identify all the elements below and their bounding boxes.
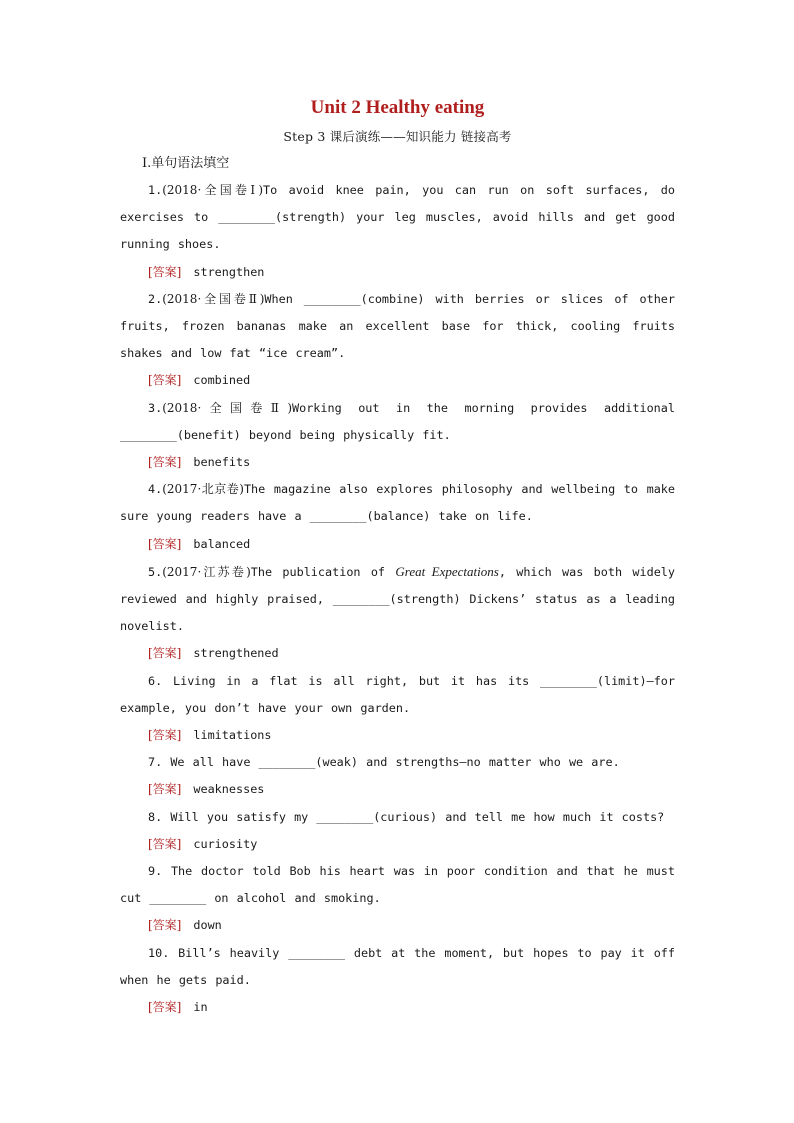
question-source: (2018·全国卷Ⅱ) xyxy=(162,291,265,306)
question-text: When ________(combine) with berries or slices of other fruits, frozen bananas make an excellent base for thick, cooling fruits shakes and low fat “ice cream”. xyxy=(120,291,675,361)
answer-text: limitations xyxy=(193,728,272,743)
answer-text: balanced xyxy=(193,536,251,551)
document-page xyxy=(120,92,675,1021)
answer-tag: [答案] xyxy=(148,536,182,551)
answer xyxy=(120,259,675,286)
question-text: Working out in the morning provides additional ________(benefit) beyond being physically fit. xyxy=(120,400,675,442)
page-title: Unit 2 Healthy eating xyxy=(310,97,485,118)
question xyxy=(120,286,675,368)
question-number: 7. xyxy=(148,755,163,770)
answer xyxy=(120,640,675,667)
question-number: 10. xyxy=(148,945,170,960)
answer-tag: [答案] xyxy=(148,646,182,661)
question-text: Will you satisfy my ________(curious) and tell me how much it costs? xyxy=(170,809,665,824)
question-number: 3. xyxy=(148,400,163,415)
answer-tag: [答案] xyxy=(148,836,182,851)
question xyxy=(120,476,675,530)
answer-tag: [答案] xyxy=(148,1000,182,1015)
answer xyxy=(120,831,675,858)
question-number: 9. xyxy=(148,864,163,879)
question-source: (2017·江苏卷) xyxy=(162,564,251,579)
answer xyxy=(120,994,675,1021)
answer xyxy=(120,722,675,749)
question-text-before: The publication of xyxy=(250,564,396,579)
question-source: (2018·全国卷Ⅱ) xyxy=(162,400,292,415)
question xyxy=(120,804,675,831)
answer xyxy=(120,912,675,939)
question-text: Living in a flat is all right, but it has its ________(limit)—for example, you don’t have your own garden. xyxy=(120,673,675,715)
answer xyxy=(120,367,675,394)
question xyxy=(120,749,675,776)
answer-tag: [答案] xyxy=(148,373,182,388)
question xyxy=(120,858,675,912)
answer-text: combined xyxy=(193,373,251,388)
answer-tag: [答案] xyxy=(148,782,182,797)
question xyxy=(120,940,675,994)
answer-tag: [答案] xyxy=(148,728,182,743)
question xyxy=(120,668,675,722)
question-text: To avoid knee pain, you can run on soft surfaces, do exercises to ________(strength) your leg muscles, avoid hills and get good running shoes. xyxy=(120,183,675,252)
answer-tag: [答案] xyxy=(148,455,182,470)
question-number: 5. xyxy=(148,564,163,579)
question-number: 1. xyxy=(148,183,163,197)
answer-text: down xyxy=(193,918,222,933)
answer xyxy=(120,449,675,476)
question xyxy=(120,558,675,641)
answer-text: weaknesses xyxy=(193,782,265,797)
answer-tag: [答案] xyxy=(148,264,182,279)
book-title: Great Expectations xyxy=(395,563,499,579)
answer-tag: [答案] xyxy=(148,918,182,933)
question-text-after: , which was both widely reviewed and highly praised, ________(strength) Dickens’ status as a leading novelist. xyxy=(120,564,675,634)
page-subtitle: Step 3 课后演练——知识能力 链接高考 xyxy=(283,129,512,144)
answer-text: curiosity xyxy=(193,836,258,851)
question xyxy=(120,177,675,259)
question-number: 6. xyxy=(148,673,163,688)
question-source: (2017·北京卷) xyxy=(162,482,244,497)
question-number: 2. xyxy=(148,291,163,306)
question-text: We all have ________(weak) and strengths—no matter who we are. xyxy=(170,755,620,770)
answer-text: in xyxy=(193,1000,208,1015)
question-number: 4. xyxy=(148,482,163,497)
question xyxy=(120,395,675,449)
question-text: Bill’s heavily ________ debt at the moment, but hopes to pay it off when he gets paid. xyxy=(120,945,675,987)
question-source: (2018·全国卷Ⅰ) xyxy=(162,183,264,197)
answer-text: strengthen xyxy=(193,264,265,279)
question-number: 8. xyxy=(148,809,163,824)
section-heading: Ⅰ.单句语法填空 xyxy=(142,156,230,171)
answer-text: strengthened xyxy=(193,646,279,661)
answer xyxy=(120,531,675,558)
answer-text: benefits xyxy=(193,455,251,470)
question-text: The magazine also explores philosophy and wellbeing to make sure young readers have a ________(balance) take on life. xyxy=(120,482,676,524)
question-text: The doctor told Bob his heart was in poor condition and that he must cut ________ on alcohol and smoking. xyxy=(120,864,675,906)
answer xyxy=(120,776,675,803)
